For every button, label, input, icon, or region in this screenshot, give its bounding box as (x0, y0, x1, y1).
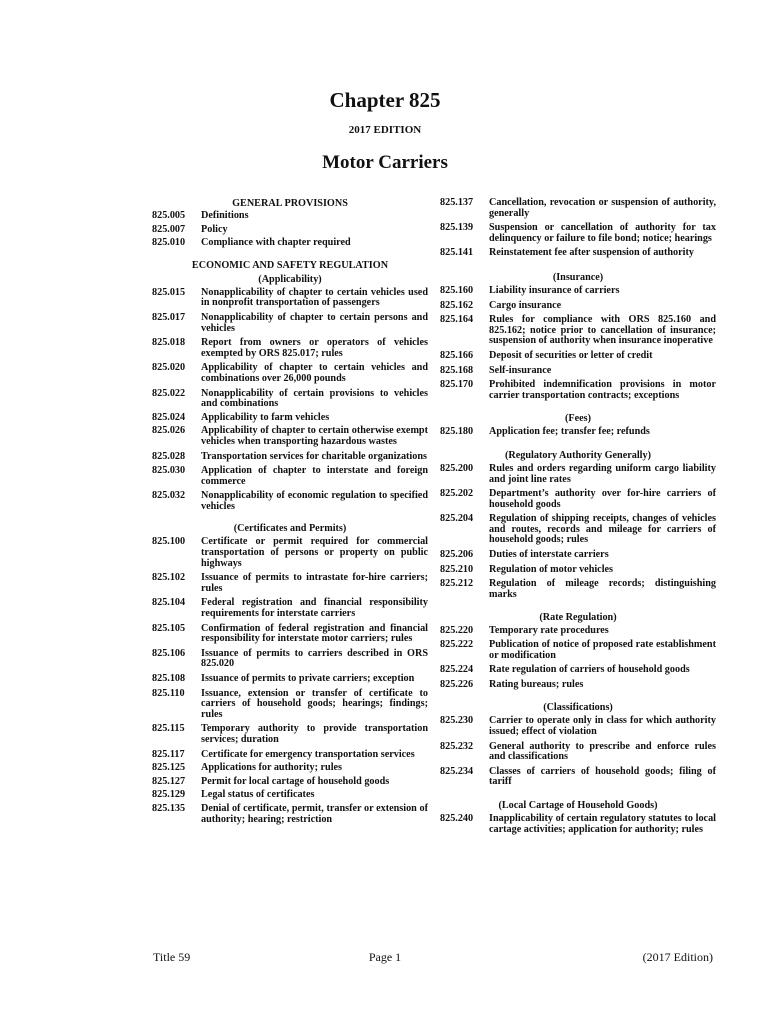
section-title: Compliance with chapter required (201, 237, 351, 249)
section-number: 825.127 (152, 775, 186, 787)
section-title: Nonapplicability of economic regulation to specified vehicles (201, 490, 428, 512)
section-title: Carrier to operate only in class for which authority issued; effect of violation (489, 715, 716, 737)
toc-entry (152, 724, 428, 745)
subsection-heading: (Local Cartage of Household Goods) (498, 799, 658, 811)
section-number: 825.180 (440, 426, 474, 438)
toc-entry (152, 649, 428, 670)
toc-entry (440, 286, 716, 297)
toc-entry (440, 301, 716, 312)
toc-entry (440, 464, 716, 485)
toc-left-column (152, 198, 428, 825)
footer-title: Title 59 (153, 950, 191, 964)
section-title: Regulation of shipping receipts, changes of vehicles and routes, records and mileage for carriers of household goods; rules (489, 513, 716, 546)
section-title: Issuance, extension or transfer of certificate to carriers of household goods; hearings; findings; rules (201, 687, 428, 720)
section-number: 825.139 (440, 222, 474, 234)
toc-entry (152, 313, 428, 334)
section-number: 825.141 (440, 247, 474, 259)
toc-entry (152, 689, 428, 721)
section-number: 825.168 (440, 364, 474, 376)
chapter-title: Chapter 825 (329, 88, 441, 112)
toc-entry (440, 716, 716, 737)
section-number: 825.015 (152, 286, 186, 298)
section-title: Issuance of permits to intrastate for-hire carriers; rules (201, 572, 428, 594)
toc-entry (152, 452, 428, 463)
section-number: 825.020 (152, 362, 186, 374)
footer-edition: (2017 Edition) (642, 950, 713, 964)
section-number: 825.102 (152, 572, 186, 584)
section-number: 825.108 (152, 673, 186, 684)
toc-entry (152, 777, 428, 788)
toc-entry (440, 351, 716, 362)
section-title: General authority to prescribe and enforce rules and classifications (489, 740, 716, 763)
section-title: Deposit of securities or letter of credit (489, 349, 653, 361)
section-number: 825.210 (440, 563, 474, 575)
section-title: Liability insurance of carriers (489, 284, 620, 296)
section-number: 825.137 (440, 197, 474, 208)
section-number: 825.162 (440, 299, 474, 311)
toc-entry (440, 626, 716, 637)
section-title: Self-insurance (489, 364, 552, 376)
toc-entry (152, 426, 428, 447)
section-title: Temporary authority to provide transportation services; duration (201, 723, 428, 745)
toc-entry (152, 573, 428, 594)
section-title: Definitions (201, 210, 249, 221)
section-title: Applicability of chapter to certain vehicles and combinations over 26,000 pounds (201, 362, 428, 384)
toc-right-column (440, 198, 716, 835)
toc-entry (440, 514, 716, 546)
section-number: 825.117 (152, 748, 185, 760)
section-title: Prohibited indemnification provisions in motor carrier transportation contracts; exceptions (489, 379, 716, 401)
section-title: Inapplicability of certain regulatory statutes to local cartage activities; application for authority; rules (489, 812, 716, 835)
section-number: 825.022 (152, 387, 186, 399)
section-title: Policy (201, 223, 228, 235)
section-title: Rules and orders regarding uniform cargo liability and joint line rates (489, 462, 716, 485)
toc-entry (440, 489, 716, 510)
section-title: Rules for compliance with ORS 825.160 and 825.162; notice prior to cancellation of insurance; suspension of authority when insurance inoperative (489, 314, 716, 347)
subsection-heading: (Classifications) (543, 702, 613, 714)
section-title: Rate regulation of carriers of household goods (489, 664, 690, 676)
subsection-heading: (Certificates and Permits) (233, 523, 347, 535)
section-number: 825.166 (440, 349, 474, 361)
toc-entry (152, 750, 428, 761)
toc-entry (152, 491, 428, 512)
section-number: 825.170 (440, 379, 474, 391)
toc-entry (440, 427, 716, 438)
toc-entry (152, 537, 428, 569)
section-number: 825.106 (152, 647, 186, 659)
section-title: Issuance of permits to carriers described in ORS 825.020 (201, 647, 428, 670)
section-title: Classes of carriers of household goods; filing of tariff (489, 765, 716, 788)
toc-entry (152, 790, 428, 801)
toc-entry (440, 223, 716, 244)
toc-entry (152, 288, 428, 309)
toc-entry (152, 804, 428, 825)
section-number: 825.010 (152, 237, 186, 249)
section-title: Suspension or cancellation of authority for tax delinquency or failure to file bond; notice; hearings (489, 222, 716, 244)
section-number: 825.164 (440, 314, 474, 326)
section-number: 825.017 (152, 311, 186, 323)
section-number: 825.206 (440, 549, 474, 561)
section-title: Application fee; transfer fee; refunds (489, 426, 650, 438)
section-title: Denial of certificate, permit, transfer or extension of authority; hearing; restriction (201, 802, 428, 825)
edition-label: 2017 EDITION (348, 124, 422, 136)
section-title: Applicability of chapter to certain otherwise exempt vehicles when transporting hazardous wastes (201, 425, 428, 447)
section-title: Application of chapter to interstate and foreign commerce (201, 465, 428, 487)
toc-entry (440, 680, 716, 691)
section-number: 825.160 (440, 284, 474, 296)
section-title: Applications for authority; rules (201, 762, 343, 774)
section-title: Nonapplicability of certain provisions to vehicles and combinations (201, 387, 428, 410)
section-title: Applicability to farm vehicles (201, 411, 330, 423)
subsection-heading: (Applicability) (258, 273, 322, 285)
section-number: 825.024 (152, 411, 186, 423)
section-number: 825.110 (152, 687, 185, 699)
section-title: Nonapplicability of chapter to certain vehicles used in nonprofit transportation of passengers (201, 286, 428, 309)
section-number: 825.032 (152, 490, 186, 502)
section-title: Confirmation of federal registration and financial responsibility for interstate motor carriers; rules (201, 622, 428, 645)
toc-entry (440, 742, 716, 763)
section-title: Regulation of motor vehicles (489, 563, 614, 575)
toc-entry (152, 674, 428, 685)
section-number: 825.224 (440, 664, 474, 676)
toc-entry (152, 389, 428, 410)
section-number: 825.230 (440, 715, 474, 727)
subsection-heading: (Insurance) (552, 271, 604, 283)
section-number: 825.220 (440, 625, 474, 637)
section-number: 825.026 (152, 425, 186, 437)
toc-entry (440, 579, 716, 600)
toc-entry (440, 366, 716, 377)
toc-entry (152, 624, 428, 645)
section-number: 825.204 (440, 513, 474, 525)
section-number: 825.030 (152, 465, 186, 477)
subsection-heading: (Fees) (564, 413, 592, 425)
section-title: Report from owners or operators of vehicles exempted by ORS 825.017; rules (201, 337, 428, 359)
toc-entry (152, 211, 428, 222)
section-number: 825.200 (440, 462, 474, 474)
section-title: Certificate for emergency transportation services (201, 748, 415, 760)
section-title: Certificate or permit required for commercial transportation of persons or property on public highways (201, 536, 428, 569)
section-number: 825.104 (152, 597, 186, 609)
section-number: 825.232 (440, 740, 474, 752)
section-number: 825.028 (152, 450, 186, 462)
section-number: 825.202 (440, 488, 474, 500)
toc-entry (440, 248, 716, 259)
section-number: 825.226 (440, 678, 474, 690)
section-number: 825.005 (152, 210, 186, 221)
section-title: Cargo insurance (489, 299, 562, 311)
toc-entry (152, 238, 428, 249)
toc-entry (440, 198, 716, 219)
section-number: 825.100 (152, 536, 186, 548)
toc-entry (440, 380, 716, 401)
section-title: Rating bureaus; rules (489, 678, 584, 690)
section-heading: ECONOMIC AND SAFETY REGULATION (191, 259, 389, 271)
section-title: Federal registration and financial responsibility requirements for interstate carriers (201, 597, 428, 620)
section-number: 825.240 (440, 812, 474, 824)
toc-entry (440, 665, 716, 676)
toc-entry (152, 225, 428, 236)
section-number: 825.234 (440, 765, 474, 777)
section-title: Issuance of permits to private carriers; exception (201, 673, 415, 684)
toc-entry (152, 763, 428, 774)
section-number: 825.105 (152, 622, 186, 634)
toc-entry (440, 767, 716, 788)
section-title: Temporary rate procedures (489, 625, 609, 637)
subsection-heading: (Regulatory Authority Generally) (505, 449, 651, 461)
toc-entry (440, 550, 716, 561)
section-title: Publication of notice of proposed rate establishment or modification (489, 639, 716, 661)
chapter-subject: Motor Carriers (322, 152, 448, 173)
footer-page: Page 1 (368, 950, 402, 964)
section-number: 825.222 (440, 639, 474, 651)
section-number: 825.212 (440, 578, 474, 590)
toc-entry (152, 363, 428, 384)
toc-entry (152, 338, 428, 359)
toc-entry (440, 565, 716, 576)
section-number: 825.125 (152, 762, 186, 774)
section-title: Regulation of mileage records; distinguishing marks (489, 578, 716, 600)
section-title: Transportation services for charitable organizations (201, 450, 427, 462)
toc-entry (152, 413, 428, 424)
section-title: Permit for local cartage of household goods (201, 775, 390, 787)
section-number: 825.018 (152, 337, 186, 349)
subsection-heading: (Rate Regulation) (539, 612, 617, 624)
section-title: Department’s authority over for-hire carriers of household goods (489, 488, 716, 510)
section-title: Nonapplicability of chapter to certain persons and vehicles (201, 311, 428, 334)
section-number: 825.115 (152, 723, 185, 735)
section-number: 825.129 (152, 789, 186, 801)
toc-entry (440, 640, 716, 661)
section-title: Duties of interstate carriers (489, 549, 609, 561)
toc-entry (152, 598, 428, 619)
section-title: Cancellation, revocation or suspension of authority, generally (489, 197, 716, 219)
section-number: 825.135 (152, 802, 186, 814)
section-title: Reinstatement fee after suspension of authority (489, 247, 694, 259)
toc-entry (440, 315, 716, 347)
section-number: 825.007 (152, 223, 186, 235)
toc-entry (440, 814, 716, 835)
toc-entry (152, 466, 428, 487)
section-title: Legal status of certificates (201, 789, 315, 801)
section-heading: GENERAL PROVISIONS (232, 198, 348, 209)
